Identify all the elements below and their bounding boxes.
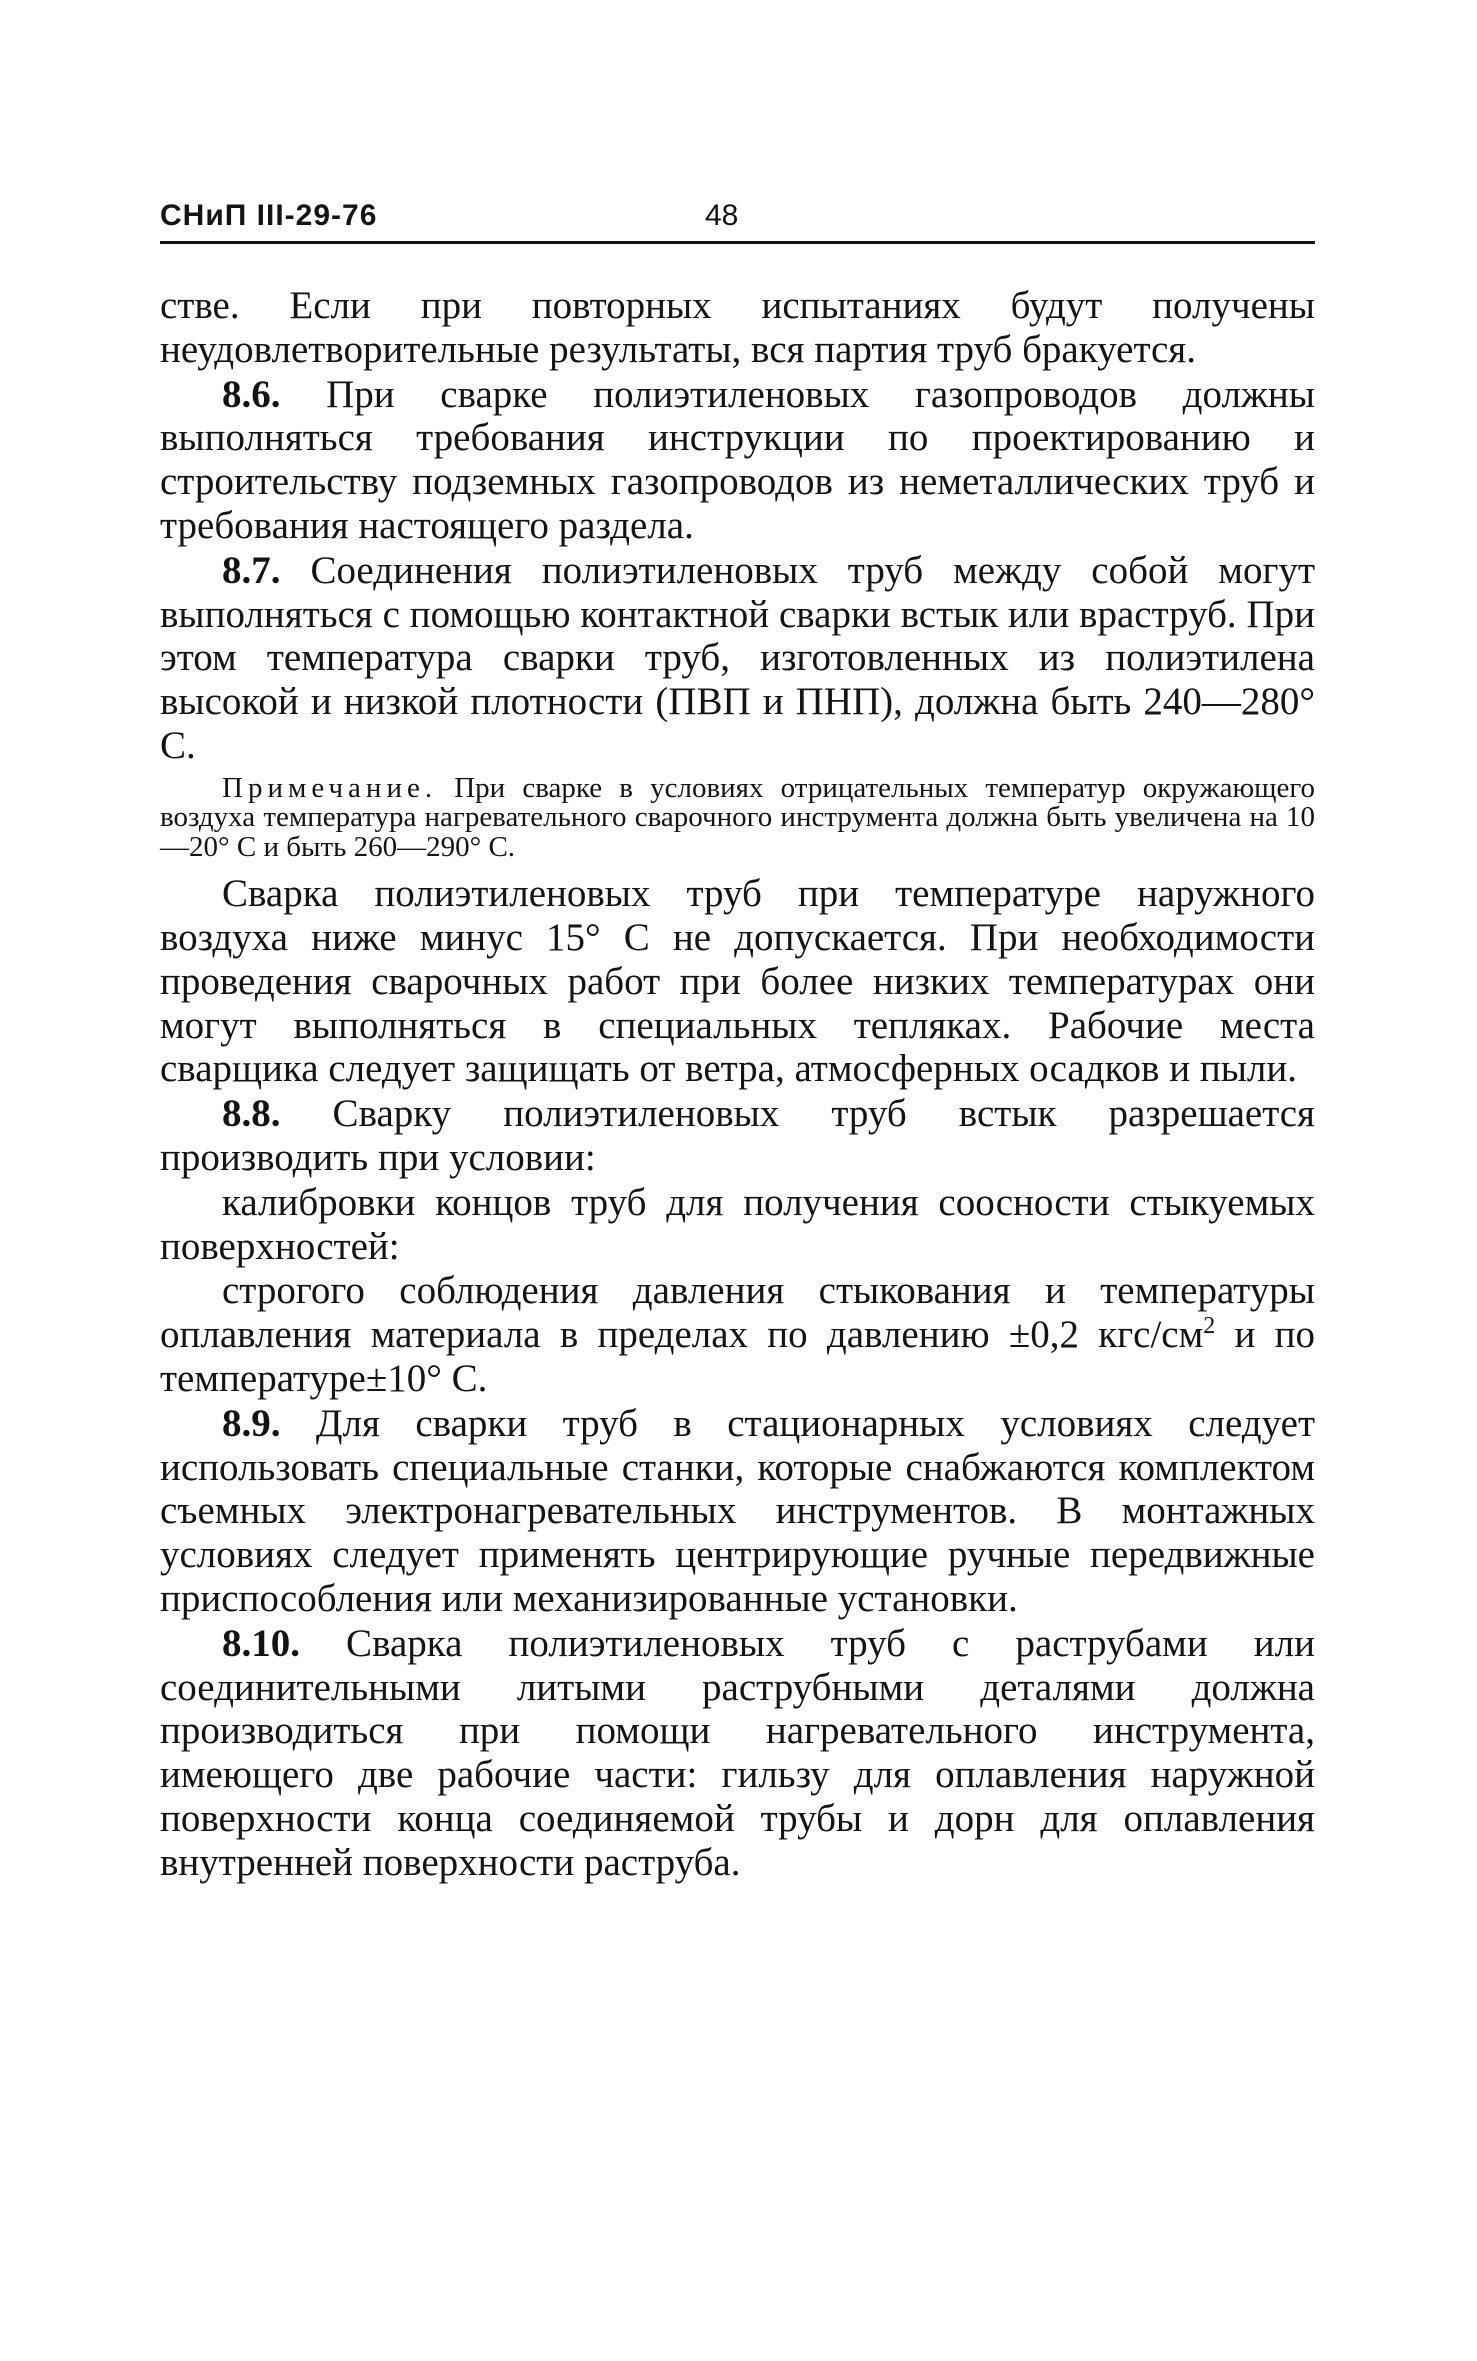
page-header xyxy=(160,185,1315,244)
paragraph-8-7-continued xyxy=(160,872,1315,1091)
clause-number: 8.9. xyxy=(222,1401,281,1445)
note xyxy=(160,771,1315,863)
document-body xyxy=(160,284,1315,1885)
document-code: СНиП III-29-76 xyxy=(160,199,378,232)
clause-number: 8.10. xyxy=(222,1621,300,1665)
document-page xyxy=(160,185,1315,1886)
paragraph-8-8-item-b xyxy=(160,1269,1315,1400)
paragraph-8-10 xyxy=(160,1622,1315,1885)
paragraph-continuation xyxy=(160,284,1315,372)
paragraph-text: Сварку полиэтиленовых труб встык разрешается производить при условии: xyxy=(160,1092,1315,1180)
clause-number: 8.8. xyxy=(222,1092,281,1136)
paragraph-8-6 xyxy=(160,373,1315,548)
note-text: При сварке в условиях отрицательных температур окружающего воздуха температура нагревательного сварочного инструмента должна быть увеличена на 10—20° С и быть 260—290° С. xyxy=(160,771,1315,863)
note-label: Примечание. xyxy=(222,771,438,804)
paragraph-text: Соединения полиэтиленовых труб между собой могут выполняться с помощью контактной сварки встык или враструб. При этом температура сварки труб, изготовленных из полиэтилена высокой и низкой плотности (ПВП и ПНП), должна быть 240—280° С. xyxy=(160,548,1315,767)
paragraph-8-8 xyxy=(160,1092,1315,1180)
paragraph-text: Сварка полиэтиленовых труб при температуре наружного воздуха ниже минус 15° С не допускается. При необходимости проведения сварочных работ при более низких температурах они могут выполняться в специальных тепляках. Рабочие места сварщика следует защищать от ветра, атмосферных осадков и пыли. xyxy=(160,872,1315,1091)
paragraph-text: стве. Если при повторных испытаниях будут получены неудовлетворительные результаты, вся партия труб бракуется. xyxy=(160,284,1315,371)
superscript: 2 xyxy=(1203,1313,1216,1340)
paragraph-8-9 xyxy=(160,1402,1315,1621)
paragraph-8-8-item-a xyxy=(160,1181,1315,1269)
paragraph-text: Для сварки труб в стационарных условиях следует использовать специальные станки, которые снабжаются комплектом съемных электронагревательных инструментов. В монтажных условиях следует применять центрирующие ручные передвижные приспособления или механизированные установки. xyxy=(160,1401,1315,1621)
page-number: 48 xyxy=(705,199,739,232)
clause-number: 8.7. xyxy=(222,548,281,592)
paragraph-text: и по температуре±10° С. xyxy=(160,1313,1315,1401)
paragraph-text: строгого соблюдения давления стыкования и температуры оплавления материала в пределах по давлению ±0,2 кгс/см xyxy=(160,1269,1315,1357)
paragraph-text: калибровки концов труб для получения соосности стыкуемых поверхностей: xyxy=(160,1180,1315,1268)
paragraph-8-7 xyxy=(160,549,1315,768)
paragraph-text: При сварке полиэтиленовых газопроводов должны выполняться требования инструкции по проектированию и строительству подземных газопроводов из неметаллических труб и требования настоящего раздела. xyxy=(160,372,1315,547)
paragraph-text: Сварка полиэтиленовых труб с раструбами или соединительными литыми раструбными деталями должна производиться при помощи нагревательного инструмента, имеющего две рабочие части: гильзу для оплавления наружной поверхности конца соединяемой трубы и дорн для оплавления внутренней поверхности раструба. xyxy=(160,1621,1315,1884)
clause-number: 8.6. xyxy=(222,372,281,416)
